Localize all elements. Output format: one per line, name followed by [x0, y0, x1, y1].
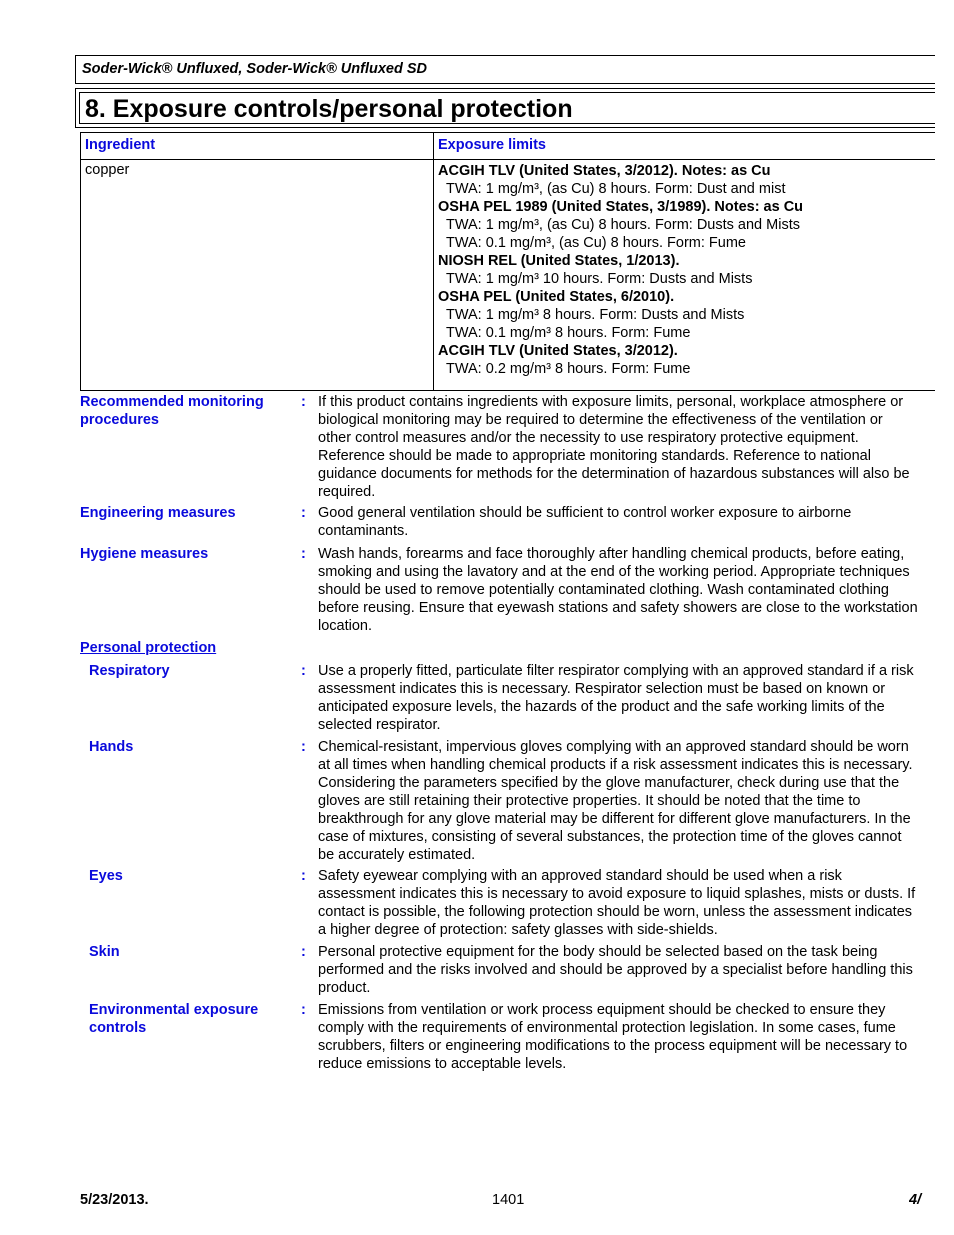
document-header [75, 55, 935, 84]
limit-heading: OSHA PEL (United States, 6/2010). [438, 289, 675, 305]
hygiene-label: Hygiene measures [80, 546, 209, 562]
footer-date: 5/23/2013. [80, 1192, 149, 1208]
table-row [81, 160, 936, 391]
exposure-limits-table [80, 132, 935, 391]
respiratory-label: Respiratory [89, 663, 170, 679]
skin-label: Skin [89, 944, 120, 960]
ingredient-cell: copper [81, 160, 434, 391]
colon: : [301, 739, 306, 755]
hygiene-text: Wash hands, forearms and face thoroughly after handling chemical products, before eating, smoking and using the lavatory and at the end of the working period. Appropriate techniques should be used to remove potentially contaminated clothing. Wash contaminated clothing before reusing. Ensure that eyewash stations and safety showers are close to the workstation location. [318, 546, 918, 634]
colon: : [301, 944, 306, 960]
limit-line: TWA: 1 mg/m³, (as Cu) 8 hours. Form: Dust and mist [446, 181, 786, 197]
exposure-limits-header: Exposure limits [434, 133, 936, 160]
skin-text: Personal protective equipment for the body should be selected based on the task being performed and the risks involved and should be approved by a specialist before handling this product. [318, 944, 913, 996]
section-heading-inner-border [79, 92, 935, 124]
ingredient-header: Ingredient [81, 133, 434, 160]
environmental-label: Environmental exposure controls [89, 1002, 259, 1036]
colon: : [301, 394, 306, 410]
personal-protection-heading: Personal protection [80, 640, 217, 656]
limit-line: TWA: 1 mg/m³, (as Cu) 8 hours. Form: Dusts and Mists [446, 217, 800, 233]
table-header-row [81, 133, 936, 160]
limit-heading: OSHA PEL 1989 (United States, 3/1989). Notes: as Cu [438, 199, 804, 215]
product-name: Soder-Wick® Unfluxed, Soder-Wick® Unfluxed SD [82, 61, 427, 77]
colon: : [301, 663, 306, 679]
respiratory-text: Use a properly fitted, particulate filter respirator complying with an approved standard if a risk assessment indicates this is necessary. Respirator selection must be based on known or anticipated exposure levels, the hazards of the product and the safe working limits of the selected respirator. [318, 663, 914, 733]
limit-line: TWA: 0.1 mg/m³, (as Cu) 8 hours. Form: Fume [446, 235, 746, 251]
engineering-text: Good general ventilation should be sufficient to control worker exposure to airborne contaminants. [318, 505, 852, 539]
limit-line: TWA: 0.1 mg/m³ 8 hours. Form: Fume [446, 325, 691, 341]
limit-line: TWA: 1 mg/m³ 8 hours. Form: Dusts and Mists [446, 307, 745, 323]
limit-heading: NIOSH REL (United States, 1/2013). [438, 253, 680, 269]
limit-line: TWA: 0.2 mg/m³ 8 hours. Form: Fume [446, 361, 691, 377]
environmental-text: Emissions from ventilation or work process equipment should be checked to ensure they comply with the requirements of environmental protection legislation. In some cases, fume scrubbers, filters or engineering modifications to the process equipment will be necessary to reduce emissions to acceptable levels. [318, 1002, 908, 1072]
colon: : [301, 546, 306, 562]
eyes-text: Safety eyewear complying with an approved standard should be used when a risk assessment indicates this is necessary to avoid exposure to liquid splashes, mists or dusts. If contact is possible, the following protection should be worn, unless the assessment indicates a higher degree of protection: safety glasses with side-shields. [318, 868, 916, 938]
limit-heading: ACGIH TLV (United States, 3/2012). [438, 343, 678, 359]
colon: : [301, 1002, 306, 1018]
monitoring-text: If this product contains ingredients with exposure limits, personal, workplace atmosphere or biological monitoring may be required to determine the effectiveness of the ventilation or other control measures and/or the necessity to use respiratory protective equipment. Reference should be made to appropriate monitoring standards. Reference to national guidance documents for methods for the determination of hazardous substances will also be required. [318, 394, 910, 500]
section-title: 8. Exposure controls/personal protection [85, 95, 573, 123]
eyes-label: Eyes [89, 868, 123, 884]
engineering-label: Engineering measures [80, 505, 236, 521]
hands-label: Hands [89, 739, 134, 755]
limit-line: TWA: 1 mg/m³ 10 hours. Form: Dusts and Mists [446, 271, 753, 287]
section-heading-box [75, 88, 935, 128]
colon: : [301, 505, 306, 521]
limits-cell [434, 160, 936, 391]
monitoring-label: Recommended monitoring procedures [80, 394, 264, 428]
colon: : [301, 868, 306, 884]
footer-page-number: 4/ [909, 1192, 922, 1208]
limit-heading: ACGIH TLV (United States, 3/2012). Notes: as Cu [438, 163, 771, 179]
hands-text: Chemical-resistant, impervious gloves complying with an approved standard should be worn at all times when handling chemical products if a risk assessment indicates this is necessary. Considering the parameters specified by the glove manufacturer, check during use that the gloves are still retaining their protective properties. It should be noted that the time to breakthrough for any glove material may be different for different glove manufacturers. In the case of mixtures, consisting of several substances, the protection time of the gloves cannot be accurately estimated. [318, 739, 913, 863]
footer-code: 1401 [492, 1192, 525, 1208]
